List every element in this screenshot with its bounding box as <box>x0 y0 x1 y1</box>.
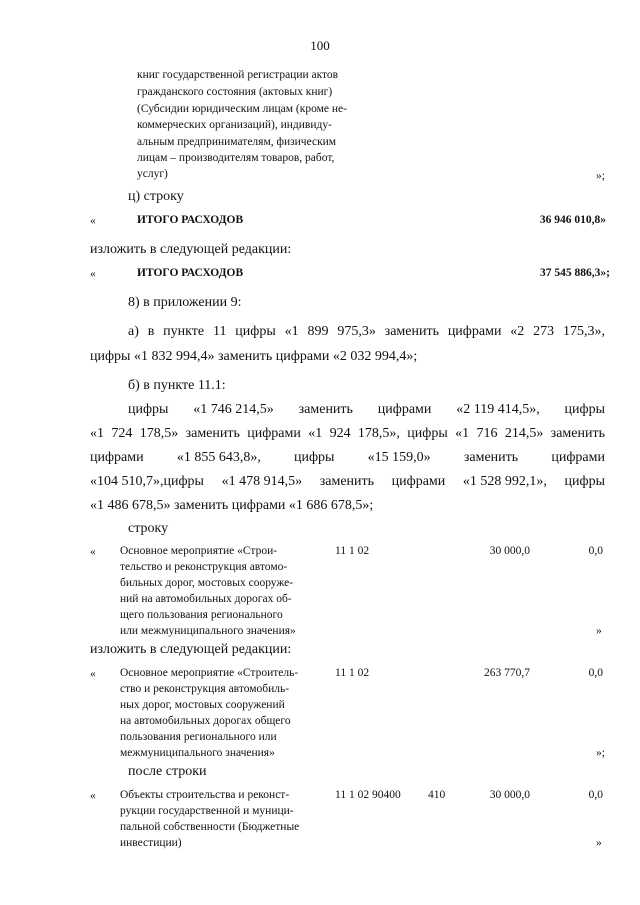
opening-quote: « <box>90 790 96 802</box>
word: «1 746 214,5» <box>193 402 274 417</box>
row-text-line: ство и реконструкция автомобиль- <box>120 683 290 695</box>
closing-quote: »; <box>596 747 605 759</box>
page-number: 100 <box>310 38 330 53</box>
row-code: 11 1 02 90400 <box>335 789 401 801</box>
word: цифрами <box>377 402 432 417</box>
row-text-line: ний на автомобильных дорогах об- <box>120 593 292 605</box>
word: цифры <box>564 402 605 417</box>
row-value: 0,0 <box>588 667 603 679</box>
opening-quote: « <box>90 215 96 227</box>
item-8: 8) в приложении 9: <box>128 295 242 310</box>
opening-quote: « <box>90 268 96 280</box>
row-text-line: рукции государственной и муници- <box>120 805 294 817</box>
total-value: 36 946 010,8» <box>539 214 606 226</box>
restate-line: изложить в следующей редакции: <box>90 242 292 257</box>
word: цифрами <box>391 474 446 489</box>
word: «1 528 992,1», <box>462 474 547 489</box>
opening-quote: « <box>90 546 96 558</box>
text-line: лицам – производителям товаров, работ, <box>137 152 335 164</box>
row-text-line: щего пользования регионального <box>120 609 283 621</box>
row-code: 11 1 02 <box>335 545 370 557</box>
word: цифрами <box>551 450 605 465</box>
row-text-line: Объекты строительства и реконст- <box>120 789 290 801</box>
text-line: (Субсидии юридическим лицам (кроме не- <box>137 103 347 115</box>
row-text-line: бильных дорог, мостовых сооруже- <box>120 577 294 589</box>
word: «2 119 414,5», <box>456 402 540 417</box>
row-amount: 30 000,0 <box>489 789 530 801</box>
row-text-line: межмуниципального значения» <box>120 747 275 759</box>
para-line-2: «1 724 178,5» заменить цифрами «1 924 178,5», цифры «1 716 214,5» заменить <box>90 426 605 441</box>
item-a-line1: а) в пункте 11 цифры «1 899 975,3» заменить цифрами «2 273 175,3», <box>128 324 605 339</box>
word: заменить <box>463 450 519 465</box>
row-amount: 263 770,7 <box>484 667 530 679</box>
row-text-line: на автомобильных дорогах общего <box>120 715 291 727</box>
after-row-line: после строки <box>128 764 207 779</box>
closing-quote: »; <box>596 170 605 182</box>
para-line-1 <box>128 400 605 420</box>
row-text-line: Основное мероприятие «Строитель- <box>120 667 299 679</box>
restate-line: изложить в следующей редакции: <box>90 642 292 657</box>
para-line-4 <box>90 472 605 492</box>
total-value: 37 545 886,3»; <box>540 267 610 279</box>
closing-quote: » <box>596 837 602 849</box>
total-label: ИТОГО РАСХОДОВ <box>137 214 244 226</box>
text-line: услуг) <box>137 168 168 180</box>
word: цифры <box>128 402 169 417</box>
text-line: гражданского состояния (актовых книг) <box>137 86 333 98</box>
total-label: ИТОГО РАСХОДОВ <box>137 267 244 279</box>
row-amount: 30 000,0 <box>489 545 530 557</box>
row-text-line: пальной собственности (Бюджетные <box>120 821 300 833</box>
row-value: 0,0 <box>588 789 603 801</box>
text-line: коммерческих организаций), индивиду- <box>137 119 332 131</box>
text-line: книг государственной регистрации актов <box>137 69 339 81</box>
closing-quote: » <box>596 625 602 637</box>
word: заменить <box>298 402 353 417</box>
row-value: 0,0 <box>588 545 603 557</box>
item-ts: ц) строку <box>128 189 184 204</box>
para-line-5: «1 486 678,5» заменить цифрами «1 686 678,5»; <box>90 498 374 513</box>
stroku-line: строку <box>128 521 169 536</box>
row-code: 11 1 02 <box>335 667 370 679</box>
para-line-3 <box>90 448 605 468</box>
text-line: альным предпринимателям, физическим <box>137 136 337 148</box>
row-text-line: инвестиции) <box>120 837 182 849</box>
row-text-line: тельство и реконструкция автомо- <box>120 561 288 573</box>
row-text-line: Основное мероприятие «Строи- <box>120 545 278 557</box>
word: цифры <box>294 450 335 465</box>
row-text-line: или межмуниципального значения» <box>120 625 296 637</box>
row-text-line: ных дорог, мостовых сооружений <box>120 699 285 711</box>
row-text-line: пользования регионального или <box>120 731 277 743</box>
word: «1 478 914,5» <box>221 474 303 489</box>
item-b: б) в пункте 11.1: <box>128 378 226 393</box>
word: цифры <box>564 474 605 489</box>
word: цифрами <box>90 450 144 465</box>
word: «15 159,0» <box>367 450 431 465</box>
opening-quote: « <box>90 668 96 680</box>
row-vr: 410 <box>428 789 446 801</box>
word: заменить <box>319 474 375 489</box>
word: «1 855 643,8», <box>176 450 261 465</box>
word: «104 510,7»,цифры <box>90 474 204 489</box>
item-a-line2: цифры «1 832 994,4» заменить цифрами «2 032 994,4»; <box>90 349 418 364</box>
